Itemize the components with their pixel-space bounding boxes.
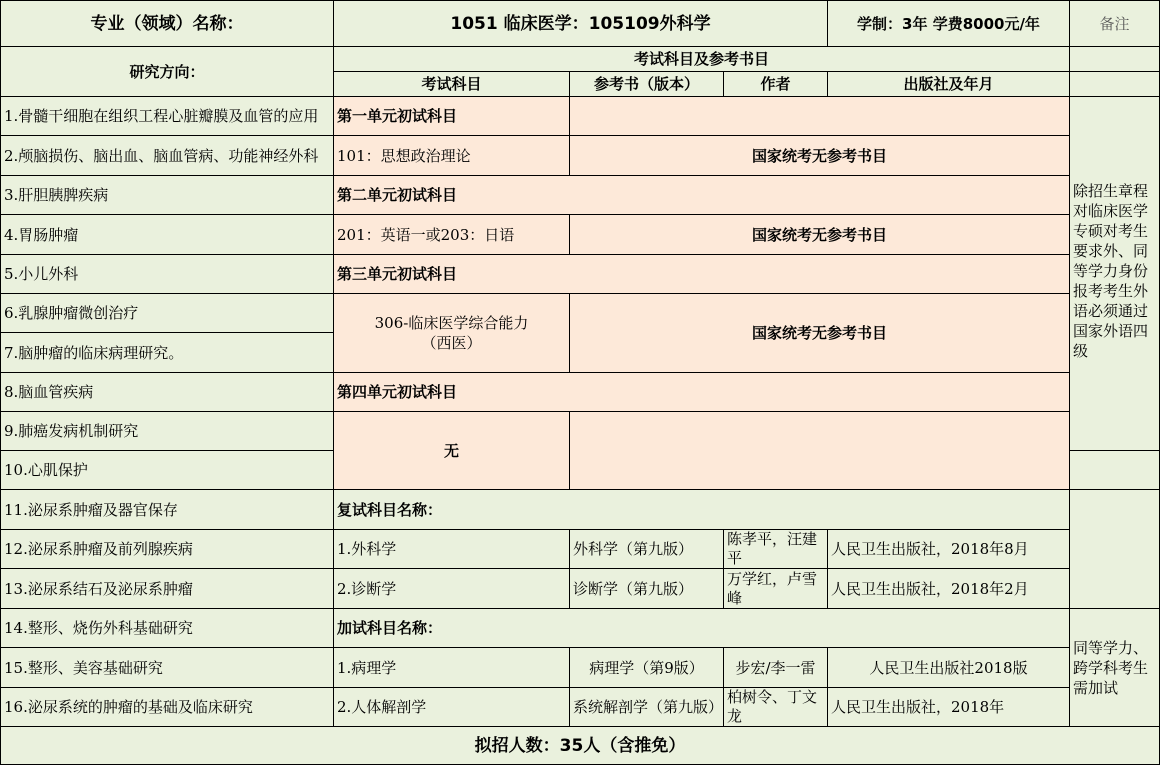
direction-item: 2.颅脑损伤、脑出血、脑血管病、功能神经外科 bbox=[1, 136, 334, 176]
major-label: 专业（领域）名称： bbox=[1, 1, 334, 47]
retest-publisher: 人民卫生出版社，2018年8月 bbox=[828, 530, 1070, 569]
unit1-title: 第一单元初试科目 bbox=[334, 97, 570, 136]
extra-publisher: 人民卫生出版社，2018年 bbox=[828, 688, 1070, 727]
direction-item: 6.乳腺肿瘤微创治疗 bbox=[1, 294, 334, 333]
exam-books-label: 考试科目及参考书目 bbox=[334, 47, 1070, 72]
direction-item: 14.整形、烧伤外科基础研究 bbox=[1, 609, 334, 648]
remarks-note-2: 同等学力、跨学科考生需加试 bbox=[1070, 609, 1160, 727]
remarks-blank-2 bbox=[1070, 72, 1160, 97]
direction-item: 5.小儿外科 bbox=[1, 255, 334, 294]
remarks-blank-1 bbox=[1070, 47, 1160, 72]
remarks-blank-3 bbox=[1070, 451, 1160, 490]
major-value: 1051 临床医学：105109外科学 bbox=[334, 1, 828, 47]
direction-item: 8.脑血管疾病 bbox=[1, 373, 334, 412]
unit4-blank bbox=[570, 412, 1070, 490]
retest-book: 外科学（第九版） bbox=[570, 530, 724, 569]
extra-publisher: 人民卫生出版社2018版 bbox=[828, 648, 1070, 688]
remarks-blank-4 bbox=[1070, 490, 1160, 609]
extra-author: 柏树令、丁文龙 bbox=[724, 688, 828, 727]
extra-author: 步宏/李一雷 bbox=[724, 648, 828, 688]
unit4-subject: 无 bbox=[334, 412, 570, 490]
remarks-label: 备注 bbox=[1070, 1, 1160, 47]
extra-title: 加试科目名称： bbox=[334, 609, 1070, 648]
extra-book: 病理学（第9版） bbox=[570, 648, 724, 688]
unit3-title: 第三单元初试科目 bbox=[334, 255, 1070, 294]
direction-item: 10.心肌保护 bbox=[1, 451, 334, 490]
unit2-title: 第二单元初试科目 bbox=[334, 176, 1070, 215]
retest-subject: 1.外科学 bbox=[334, 530, 570, 569]
retest-subject: 2.诊断学 bbox=[334, 569, 570, 609]
retest-title: 复试科目名称： bbox=[334, 490, 1070, 530]
col-publisher: 出版社及年月 bbox=[828, 72, 1070, 97]
unit3-subject bbox=[334, 294, 570, 373]
extra-subject: 1.病理学 bbox=[334, 648, 570, 688]
retest-book: 诊断学（第九版） bbox=[570, 569, 724, 609]
direction-label: 研究方向： bbox=[1, 47, 334, 97]
retest-author: 陈孝平，汪建平 bbox=[724, 530, 828, 569]
unit2-note: 国家统考无参考书目 bbox=[570, 215, 1070, 255]
unit1-note: 国家统考无参考书目 bbox=[570, 136, 1070, 176]
direction-item: 7.脑肿瘤的临床病理研究。 bbox=[1, 333, 334, 373]
unit4-title: 第四单元初试科目 bbox=[334, 373, 1070, 412]
col-book: 参考书（版本） bbox=[570, 72, 724, 97]
unit2-subject: 201：英语一或203：日语 bbox=[334, 215, 570, 255]
direction-item: 4.胃肠肿瘤 bbox=[1, 215, 334, 255]
remarks-note-1: 除招生章程对临床医学专硕对考生要求外、同等学力身份报考考生外语必须通过国家外语四级 bbox=[1070, 97, 1160, 451]
unit3-subject-line2: （西医） bbox=[421, 334, 482, 352]
unit3-subject-line1: 306-临床医学综合能力 bbox=[374, 314, 529, 332]
direction-item: 9.肺癌发病机制研究 bbox=[1, 412, 334, 451]
extra-book: 系统解剖学（第九版） bbox=[570, 688, 724, 727]
col-author: 作者 bbox=[724, 72, 828, 97]
unit1-subject: 101：思想政治理论 bbox=[334, 136, 570, 176]
unit1-blank bbox=[570, 97, 1070, 136]
retest-author: 万学红，卢雪峰 bbox=[724, 569, 828, 609]
direction-item: 12.泌尿系肿瘤及前列腺疾病 bbox=[1, 530, 334, 569]
unit3-note: 国家统考无参考书目 bbox=[570, 294, 1070, 373]
direction-item: 11.泌尿系肿瘤及器官保存 bbox=[1, 490, 334, 530]
direction-item: 16.泌尿系统的肿瘤的基础及临床研究 bbox=[1, 688, 334, 727]
direction-item: 13.泌尿系结石及泌尿系肿瘤 bbox=[1, 569, 334, 609]
direction-item: 3.肝胆胰脾疾病 bbox=[1, 176, 334, 215]
extra-subject: 2.人体解剖学 bbox=[334, 688, 570, 727]
duration-fee: 学制：3年 学费8000元/年 bbox=[828, 1, 1070, 47]
direction-item: 15.整形、美容基础研究 bbox=[1, 648, 334, 688]
direction-item: 1.骨髓干细胞在组织工程心脏瓣膜及血管的应用 bbox=[1, 97, 334, 136]
retest-publisher: 人民卫生出版社，2018年2月 bbox=[828, 569, 1070, 609]
enrollment-count: 拟招人数：35人（含推免） bbox=[1, 727, 1160, 765]
col-subject: 考试科目 bbox=[334, 72, 570, 97]
